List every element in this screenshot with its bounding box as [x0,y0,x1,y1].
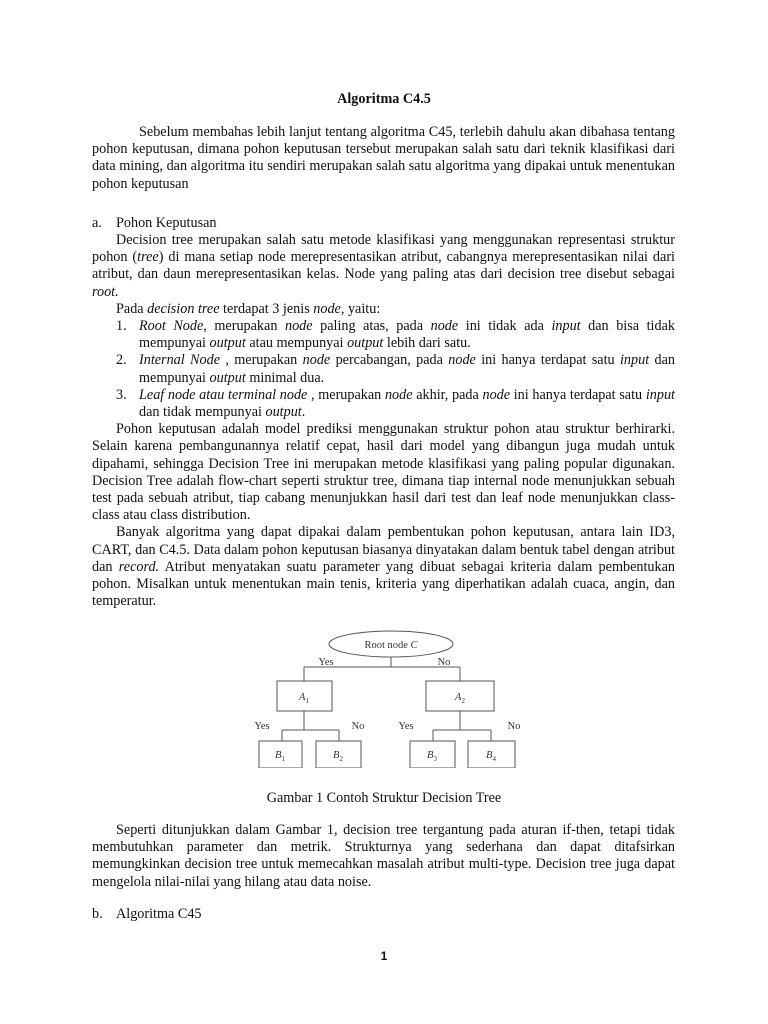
yes-label: Yes [398,721,414,732]
no-label: No [437,657,451,668]
no-label: No [507,721,521,732]
leaf-b1-label: $B_1$ [275,750,285,763]
list-item: 2. Internal Node , merupakan node percabangan, pada node ini hanya terdapat satu input dan mempunyai output minimal dua. [116,352,675,386]
section-b-heading: b. Algoritma C45 [92,906,202,922]
leaf-b4-label: $B_4$ [486,750,496,763]
section-a-body [92,232,675,610]
yes-label: Yes [318,657,334,668]
node-type-list [92,318,675,421]
list-item: 1. Root Node, merupakan node paling atas, pada node ini tidak ada input dan bisa tidak mempunyai output atau mempunyai output lebih dari satu. [116,318,675,352]
list-item: 3. Leaf node atau terminal node , merupakan node akhir, pada node ini hanya terdapat satu input dan tidak mempunyai output. [116,386,675,421]
page-number: 1 [380,949,388,963]
no-label: No [351,721,365,732]
leaf-b3-label: $B_3$ [427,750,437,763]
root-node-label: Root node C [364,640,418,651]
yes-label: Yes [254,721,270,732]
document-title: Algoritma C4.5 [337,91,431,107]
figure-caption: Gambar 1 Contoh Struktur Decision Tree [266,790,502,806]
paragraph-figure-explanation: Seperti ditunjukkan dalam Gambar 1, decision tree tergantung pada aturan if-then, tetapi tidak membutuhkan parameter dan metrik. Strukturnya yang sederhana dan dapat ditafsirkan memungkinkan decision tree untuk memecahkan masalah atribut multi-type. Decision tree juga dapat mengelola nilai-nilai yang hilang atau data noise. [92,822,675,890]
leaf-b2-label: $B_2$ [333,750,343,763]
paragraph-decision-tree: Decision tree merupakan salah satu metode klasifikasi yang menggunakan representasi struktur pohon (tree) di mana setiap node merepresentasikan atribut, cabangnya merepresentasikan nilai dari atribut, dan daun merepresentasikan kelas. Node yang paling atas dari decision tree disebut sebagai root. [92,232,675,300]
intro-paragraph: Sebelum membahas lebih lanjut tentang algoritma C45, terlebih dahulu akan dibahasa tentang pohon keputusan, dimana pohon keputusan tersebut merupakan salah satu dari teknik klasifikasi dari data mining, dan algoritma itu sendiri merupakan salah satu algoritma yang dipakai untuk menentukan pohon keputusan [92,124,675,192]
decision-tree-diagram [246,628,536,768]
paragraph-algorithms: Banyak algoritma yang dapat dipakai dalam pembentukan pohon keputusan, antara lain ID3, CART, dan C4.5. Data dalam pohon keputusan biasanya dinyatakan dalam bentuk tabel dengan atribut dan record. Atribut menyatakan suatu parameter yang dibuat sebagai kriteria dalam pembentukan pohon. Misalkan untuk menentukan main tenis, kriteria yang diperhatikan adalah cuaca, angin, dan temperatur. [92,524,675,610]
node-a2-label: $A_2$ [455,692,465,705]
paragraph-model-prediction: Pohon keputusan adalah model prediksi menggunakan struktur pohon atau struktur berhirarki. Selain karena pembangunannya relatif cepat, hasil dari model yang dibangun juga mudah untuk dipahami, sehingga Decision Tree ini merupakan metode klasifikasi yang paling popular digunakan. Decision Tree adalah flow-chart seperti struktur tree, dimana tiap internal node menunjukkan sebuah test pada sebuah atribut, tiap cabang menunjukkan hasil dari test dan leaf node menunjukkan class-class atau class distribution. [92,421,675,524]
section-a-heading: a. Pohon Keputusan [92,215,217,231]
node-a1-label: $A_1$ [299,692,309,705]
paragraph-node-types: Pada decision tree terdapat 3 jenis node, yaitu: [116,300,381,317]
